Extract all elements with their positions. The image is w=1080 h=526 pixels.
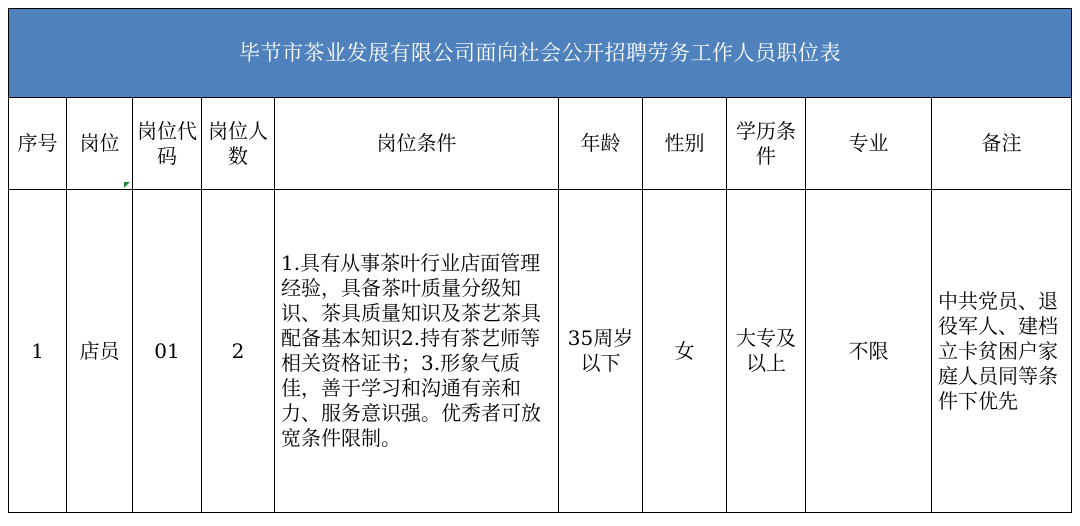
table-row (9, 190, 1072, 513)
header-age: 年龄 (559, 98, 643, 190)
cell-comment-marker-icon (124, 182, 130, 188)
cell-major: 不限 (806, 190, 932, 513)
header-count: 岗位人数 (202, 98, 275, 190)
cell-position: 店员 (67, 190, 133, 513)
table-title: 毕节市茶业发展有限公司面向社会公开招聘劳务工作人员职位表 (9, 9, 1072, 98)
header-code: 岗位代码 (133, 98, 202, 190)
header-major: 专业 (806, 98, 932, 190)
cell-education: 大专及以上 (727, 190, 806, 513)
header-gender: 性别 (643, 98, 727, 190)
header-conditions: 岗位条件 (275, 98, 559, 190)
header-index: 序号 (9, 98, 67, 190)
cell-conditions: 1.具有从事茶叶行业店面管理经验，具备茶叶质量分级知识、茶具质量知识及茶艺茶具配备基本知识2.持有茶艺师等相关资格证书；3.形象气质佳，善于学习和沟通有亲和力、服务意识强。优秀者可放宽条件限制。 (275, 190, 559, 513)
header-position: 岗位 (67, 98, 133, 190)
cell-count: 2 (202, 190, 275, 513)
cell-notes: 中共党员、退役军人、建档立卡贫困户家庭人员同等条件下优先 (932, 190, 1072, 513)
header-education: 学历条件 (727, 98, 806, 190)
position-table (8, 8, 1072, 513)
cell-code: 01 (133, 190, 202, 513)
position-table-sheet (8, 8, 1071, 518)
cell-gender: 女 (643, 190, 727, 513)
header-row (9, 98, 1072, 190)
cell-index: 1 (9, 190, 67, 513)
cell-age: 35周岁以下 (559, 190, 643, 513)
header-notes: 备注 (932, 98, 1072, 190)
